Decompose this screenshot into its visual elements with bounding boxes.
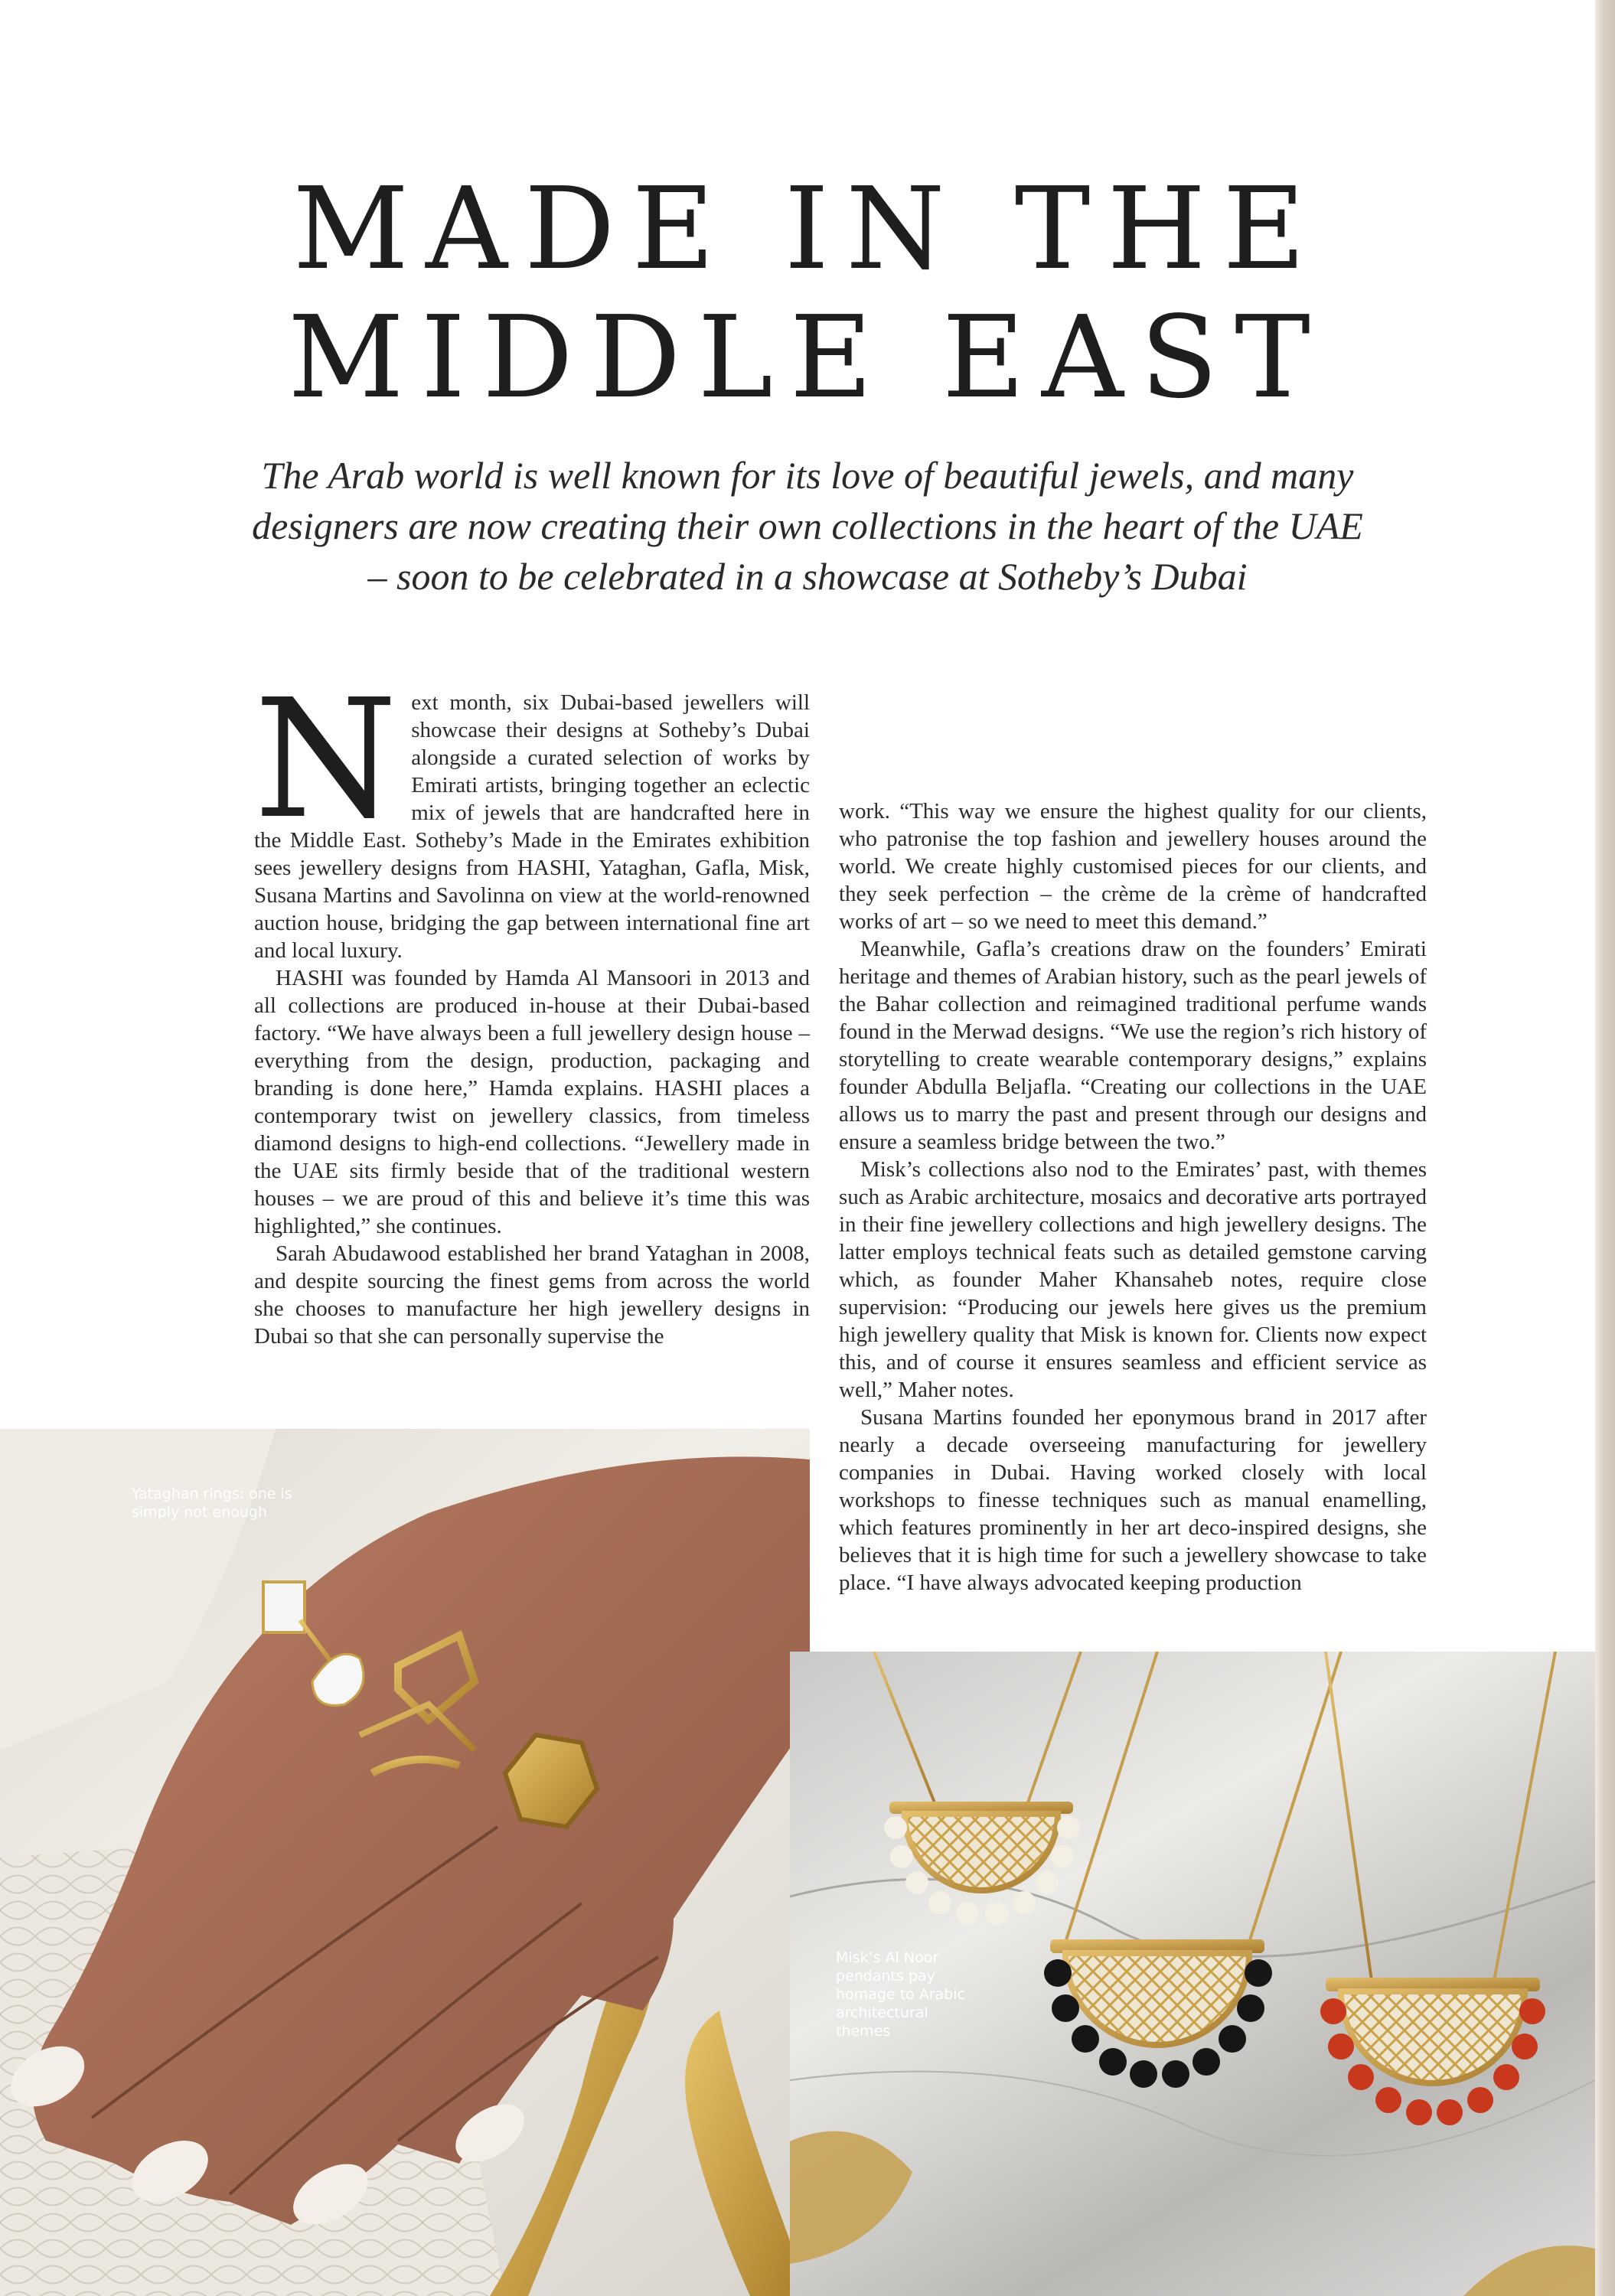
article-column-left xyxy=(254,664,810,1350)
rings-photo xyxy=(0,1429,810,2296)
rings-caption: Yataghan rings: one is simply not enough xyxy=(132,1486,292,1521)
article-paragraph: Misk’s collections also nod to the Emirates’ past, with themes such as Arabic architecture, mosaics and decorative arts portrayed in their fine jewellery collections and high jewellery designs. The latter employs technical feats such as detailed gemstone carving which, as founder Maher Khansaheb notes, require close supervision: “Producing our jewels here gives us the premium high jewellery quality that Misk is known for. Clients now expect this, and of course it ensures seamless and efficient service as well,” Maher notes. xyxy=(839,1157,1427,1402)
pendant-carnelian xyxy=(1320,1978,1545,2125)
pendant-onyx xyxy=(1044,1939,1272,2088)
article-column-right xyxy=(839,797,1427,1596)
pendant-pearl xyxy=(884,1802,1080,1925)
article-paragraph xyxy=(254,664,810,964)
article-paragraph: Susana Martins founded her eponymous brand in 2017 after nearly a decade overseeing manufacturing for jewellery companies in Dubai. Having worked closely with local workshops to finesse techniques such as manual enamelling, which features prominently in her art deco-inspired designs, she believes that it is high time for such a jewellery showcase to take place. “I have always advocated keeping production xyxy=(839,1405,1427,1595)
article-paragraph-text: ext month, six Dubai-based jewellers will showcase their designs at Sotheby’s Dubai alongside a curated selection of works by Emirati artists, bringing together an eclectic mix of jewels that are handcrafted here in the Middle East. Sotheby’s Made in the Emirates exhibition sees jewellery designs from HASHI, Yataghan, Gafla, Misk, Susana Martins and Savolinna on view at the world-renowned auction house, bridging the gap between international fine art and local luxury. xyxy=(254,690,810,963)
article-paragraph: HASHI was founded by Hamda Al Mansoori in 2013 and all collections are produced in-house at their Dubai-based factory. “We have always been a full jewellery design house – everything from the design, production, packaging and branding is done here,” Hamda explains. HASHI places a contemporary twist on jewellery classics, from timeless diamond designs to high-end collections. “Jewellery made in the UAE sits firmly beside that of the traditional western houses – we are proud of this and believe it’s time this was highlighted,” she continues. xyxy=(254,966,810,1238)
headline xyxy=(0,165,1615,422)
standfirst xyxy=(184,450,1431,602)
emerald-cut-diamond xyxy=(263,1582,305,1632)
standfirst-line-1: The Arab world is well known for its love of beautiful jewels, and many xyxy=(261,454,1354,497)
drop-cap: N xyxy=(254,664,398,855)
article-paragraph: work. “This way we ensure the highest quality for our clients, who patronise the top fashion and jewellery houses around the world. We create highly customised pieces for our clients, and they seek perfection – the crème de la crème of handcrafted works of art – so we need to meet this demand.” xyxy=(839,799,1427,934)
pendants-caption: Misk’s Al Noor pendants pay homage to Arabic architectural themes xyxy=(836,1949,965,2040)
rings-illustration xyxy=(0,1429,810,2296)
article-paragraph: Sarah Abudawood established her brand Yataghan in 2008, and despite sourcing the finest gems from across the world she chooses to manufacture her high jewellery designs in Dubai so that she can personally supervise the xyxy=(254,1241,810,1349)
standfirst-line-3: – soon to be celebrated in a showcase at Sotheby’s Dubai xyxy=(367,555,1248,598)
headline-line-2: MIDDLE EAST xyxy=(288,292,1327,423)
headline-line-1: MADE IN THE xyxy=(292,163,1323,295)
standfirst-line-2: designers are now creating their own collections in the heart of the UAE xyxy=(252,504,1363,547)
article-paragraph: Meanwhile, Gafla’s creations draw on the founders’ Emirati heritage and themes of Arabian history, such as the pearl jewels of the Bahar collection and reimagined traditional perfume wands found in the Merwad designs. “We use the region’s rich history of storytelling to create wearable contemporary designs,” explains founder Abdulla Beljafla. “Creating our collections in the UAE allows us to marry the past and present through our designs and ensure a seamless bridge between the two.” xyxy=(839,937,1427,1154)
